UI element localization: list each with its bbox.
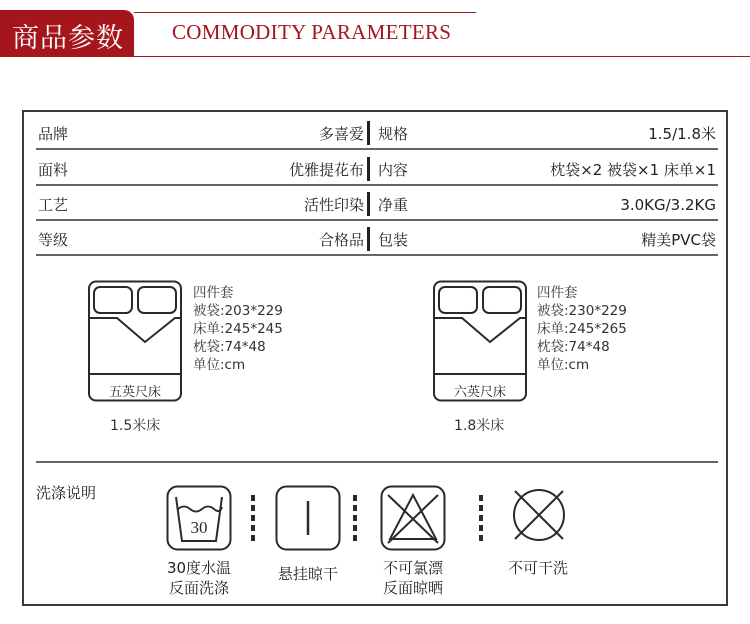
param-row <box>36 152 718 186</box>
param-key: 净重 <box>378 196 409 214</box>
bed-spec-list <box>193 284 283 374</box>
header-title-cn: 商品参数 <box>12 23 124 54</box>
parameters-panel <box>22 110 728 606</box>
param-separator <box>367 192 370 216</box>
care-label-line: 悬挂晾干 <box>277 565 338 583</box>
care-label <box>494 558 582 578</box>
param-value: 3.0KG/3.2KG <box>620 196 716 214</box>
care-label-line: 不可氯漂 <box>382 559 443 577</box>
spec-line: 枕袋:74*48 <box>193 339 266 355</box>
wash-instructions-title: 洗涤说明 <box>36 484 97 502</box>
spec-line: 四件套 <box>537 285 578 301</box>
param-value: 枕袋×2 被袋×1 床单×1 <box>550 161 716 179</box>
param-separator <box>367 121 370 145</box>
param-key: 包装 <box>378 231 409 249</box>
param-value: 多喜爱 <box>318 125 364 143</box>
header-rule-bottom <box>0 56 750 57</box>
care-label-line: 不可干洗 <box>507 559 568 577</box>
param-row <box>36 187 718 221</box>
care-label-line: 反面晾晒 <box>382 579 443 597</box>
param-key: 内容 <box>378 161 409 179</box>
spec-line: 单位:cm <box>537 357 590 373</box>
hang-dry-icon <box>275 485 341 551</box>
row-rule <box>36 148 718 150</box>
param-separator <box>367 157 370 181</box>
spec-line: 床单:245*265 <box>537 321 627 337</box>
param-value: 精美PVC袋 <box>641 231 716 249</box>
param-row <box>36 222 718 256</box>
row-rule <box>36 254 718 256</box>
spec-line: 四件套 <box>193 285 234 301</box>
dotted-separator <box>479 495 483 545</box>
spec-line: 被袋:203*229 <box>193 303 283 319</box>
header-tab <box>0 10 134 56</box>
param-key: 品牌 <box>38 125 69 143</box>
care-label <box>369 558 457 598</box>
spec-line: 单位:cm <box>193 357 246 373</box>
row-rule <box>36 184 718 186</box>
param-key: 工艺 <box>38 196 69 214</box>
care-label-line: 反面洗涤 <box>168 579 229 597</box>
bed-name: 五英尺床 <box>108 385 161 400</box>
param-value: 活性印染 <box>303 196 364 214</box>
bed-spec-list <box>537 284 627 374</box>
care-label-line: 30度水温 <box>166 559 232 577</box>
care-label <box>264 564 352 584</box>
row-rule <box>36 219 718 221</box>
header-title-en: COMMODITY PARAMETERS <box>172 20 452 44</box>
dotted-separator <box>251 495 255 545</box>
dotted-separator <box>353 495 357 545</box>
param-row <box>36 116 718 150</box>
param-value: 1.5/1.8米 <box>648 125 716 143</box>
spec-line: 被袋:230*229 <box>537 303 627 319</box>
param-value: 合格品 <box>318 231 364 249</box>
bed-name: 六英尺床 <box>453 385 506 400</box>
section-divider <box>36 461 718 463</box>
wash-30-icon <box>166 485 232 551</box>
param-key: 等级 <box>38 231 69 249</box>
header-rule-top <box>134 12 476 13</box>
no-bleach-icon <box>380 485 446 551</box>
spec-line: 床单:245*245 <box>193 321 283 337</box>
bed-size-label: 1.5米床 <box>110 418 161 434</box>
care-label <box>155 558 243 598</box>
param-value: 优雅提花布 <box>288 161 364 179</box>
spec-line: 枕袋:74*48 <box>537 339 610 355</box>
bed-size-label: 1.8米床 <box>454 418 505 434</box>
wash-temp-number: 30 <box>190 518 208 537</box>
param-key: 规格 <box>378 125 409 143</box>
param-key: 面料 <box>38 161 69 179</box>
param-separator <box>367 227 370 251</box>
no-dry-clean-icon <box>509 485 569 545</box>
